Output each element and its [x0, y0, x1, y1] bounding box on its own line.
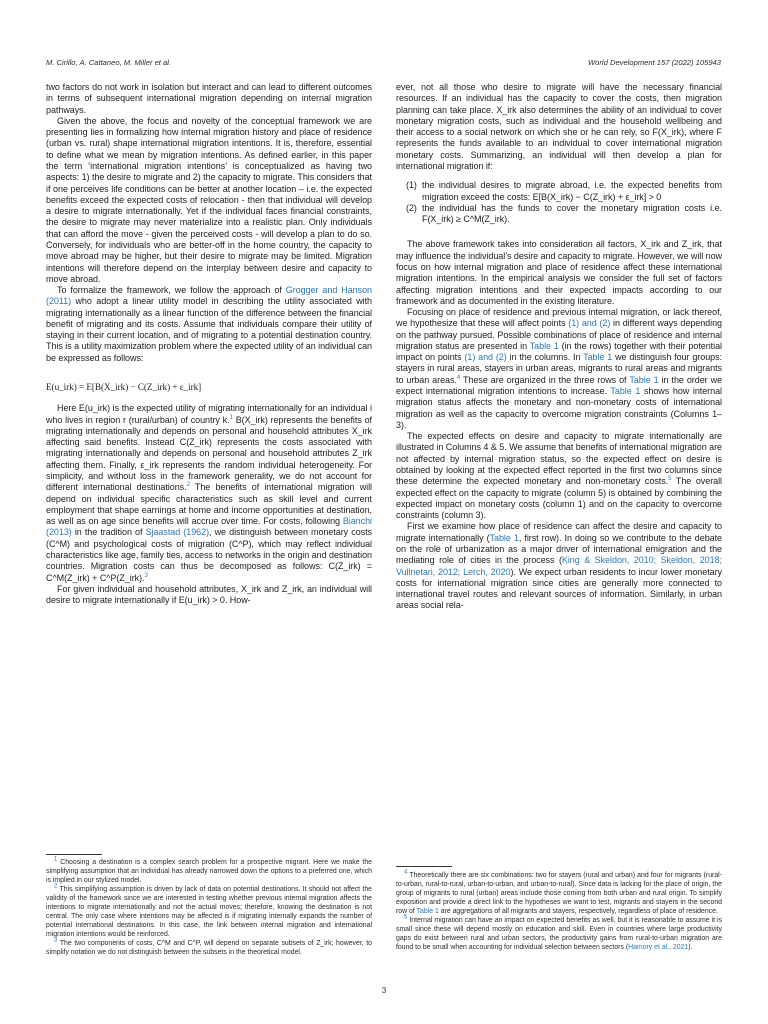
footnote-5	[396, 916, 722, 952]
footnote-4	[396, 871, 722, 916]
right-paragraph-1: ever, not all those who desire to migrate will have the necessary financial resources. If an individual has the capacity to cover the costs, then migration planning can take place. X_irk also determines the ability of an individual to cover monetary migration costs, such as individual and the household wellbeing and their access to a social network on which she or he can rely, so F(X_irk), where F represents the funds available to an individual to cover international migration monetary costs. Summarizing, an individual will then develop a plan for international migration if:	[396, 82, 722, 171]
citation-link-hamory[interactable]: Hamory et al., 2021	[628, 944, 689, 952]
footnote-2	[46, 885, 372, 939]
text: To formalize the framework, we follow the approach of	[57, 285, 286, 296]
link-table-1[interactable]: Table 1	[583, 352, 613, 363]
conditions-list	[396, 180, 722, 225]
footnote-divider	[396, 866, 452, 867]
left-paragraph-3	[46, 285, 372, 364]
right-paragraph-2: The above framework takes into consideration all factors, X_irk and Z_irk, that may influence the individual’s desire and capacity to migrate. However, we will now focus on how internal migration and place of residence affect these international migration intentions. In the empirical analysis we consider the full set of factors affecting migration intentions and their expected impacts according to our framework and as documented in the existing literature.	[396, 239, 722, 306]
left-paragraph-1: two factors do not work in isolation but interact and can lead to different outcomes in terms of subsequent international migration depending on internal migration pathways.	[46, 82, 372, 115]
text: The overall expected effect on the capacity to migrate (column 5) is obtained by combining the expected impact on monetary costs (column 1) and on the capacity to overcome constraints (column 3).	[396, 476, 722, 521]
link-table-1[interactable]: Table 1	[416, 908, 439, 916]
text: in the order we expect international migration intentions to increase.	[396, 374, 723, 397]
text: Focusing on place of residence and previous internal migration, or lack thereof, we hypothesize that these will affect points	[396, 307, 722, 329]
footnote-mark: 1	[54, 856, 58, 863]
citation-link-sjaastad[interactable]: Sjaastad (1962)	[145, 527, 210, 538]
text: who adopt a linear utility model in describing the utility associated with migrating internationally as a linear function of the difference between the financial benefit of migrating and its costs. Assume that individuals compare their utility of staying in their current location, and of migrating to a potential destination country. This is a utility maximization problem where the expected utility of an individual can be expressed as follows:	[46, 296, 372, 363]
footnote-text: Theoretically there are six combinations: two for stayers (rural and urban) and four for migrants (rural-to-urban, rural-to-rural, urban-to-urban, and urban-to-rural). Since data is lacking for the place of origin, the group of migrants to rural (urban) areas include those coming from both urban and rural origin. To simplify exposition and provide a direct link to the hypotheses we want to test, migrants and stayers in the second row of	[396, 872, 722, 916]
utility-equation: E(u_irk) = E[B(X_irk) − C(Z_irk) + ε_irk]	[46, 382, 202, 393]
running-head-journal: World Development 157 (2022) 105943	[588, 58, 721, 67]
text: Here E(u_irk) is the expected utility of migrating internationally for an individual i who lives in region r (rural/urban) of country k.	[46, 403, 372, 425]
link-points-1-2[interactable]: (1) and (2)	[568, 318, 611, 329]
right-paragraph-4	[396, 431, 722, 521]
footnote-ref-5[interactable]: 5	[668, 476, 672, 483]
footnote-text: are aggregations of all migrants and stayers, respectively, regardless of place of residence.	[438, 908, 718, 916]
left-column	[46, 82, 372, 606]
text: in the columns. In	[506, 352, 584, 363]
left-paragraph-5: For given individual and household attributes, X_irk and Z_irk, an individual will desire to migrate internationally if E(u_irk) > 0. How-	[46, 583, 372, 606]
condition-item-1	[396, 180, 722, 203]
list-number: (1)	[406, 180, 417, 191]
text: The benefits of international migration will depend on individual specific characteristics such as skill level and current employment that shape earnings at home and income opportunities at destination, as well as on age since benefits will accrue over time. For costs, following	[46, 482, 372, 527]
list-number: (2)	[406, 202, 417, 213]
text: shows how internal migration status affects the monetary and non-monetary costs of international migration as well as the capacity to overcome migration constraints (Columns 1–3).	[396, 386, 722, 430]
link-table-1[interactable]: Table 1	[629, 374, 659, 385]
footnote-ref-1[interactable]: 1	[229, 414, 233, 421]
footnote-mark: 2	[54, 883, 58, 890]
footnote-text: Internal migration can have an impact on expected benefits as well, but it is reasonable to assume it is small since these will depend mostly on education and skill. Even in countries where large productivity gaps do exist between rural and urban sectors, the productivity gains from rural-to-urban migration are found to be small when accounting for individual selection between sectors (	[396, 917, 723, 952]
text: , first row). In doing so we contribute to the debate on the role of urbanization as a major driver of international emigration and the mediating role of cities in the process (	[396, 532, 723, 566]
text: , we distinguish between monetary costs (C^M) and psychological costs of migration (C^P), which may reflect individual characteristics like age, family ties, access to networks in the origin and destination countries. Migration costs can thus be decomposed as follows: C(Z_irk) = C^M(Z_irk) + C^P(Z_irk).	[46, 527, 373, 583]
text: in the tradition of	[71, 527, 146, 538]
footnote-1	[46, 858, 372, 885]
text: in different ways depending on the pathway pursued. Possible combinations of place of residence and internal migration status are presented in	[396, 318, 723, 351]
text: we distinguish four groups: stayers in rural areas, stayers in urban areas, migrants to rural areas and migrants to urban areas.	[396, 352, 723, 385]
left-paragraph-2: Given the above, the focus and novelty of the conceptual framework we are presenting lies in formalizing how internal migration history and place of residence (urban vs. rural) shape international migration intentions. It is, therefore, essential to define what we mean by migration intentions. As defined earlier, in this paper the term ‘international migration intentions’ is conceptualized as having two aspects: 1) the desire to migrate and 2) the capacity to migrate. This considers that if one perceives life conditions can be better at another location – i.e. the expected benefits exceed the expected costs of relocation - then that individual will develop a desire to migrate internationally. Yet if the individual faces financial constraints, the desire to migrate may never materialize into a realistic plan. Only individuals that can afford the move - given the perceived costs - will develop a plan to do so. Conversely, for individuals who are better-off in the home country, the capacity to move abroad may be higher, but their desire to migrate may be limited. Migration intentions will therefore depend on the interplay between desire and capacity to move abroad.	[46, 115, 372, 284]
citation-link-urbanization[interactable]: King & Skeldon, 2010; Skeldon, 2018; Vullnetari, 2012; Lerch, 2020	[396, 555, 722, 577]
text: ). We expect urban residents to incur lower monetary costs for international migration since cities are generally more connected to international travel routes and relevant sources of information. Similarly, in urban areas social rela-	[396, 566, 722, 611]
footnote-text: Choosing a destination is a complex search problem for a prospective migrant. Here we make the simplifying assumption that an individual has already narrowed down the options to a preferred one, which is implied in our stylized model.	[46, 859, 372, 885]
citation-link-bianchi[interactable]: Bianchi (2013)	[46, 516, 372, 538]
right-column	[396, 82, 722, 612]
footnote-ref-4[interactable]: 4	[456, 374, 461, 381]
footnotes-right	[396, 871, 722, 952]
list-text: the individual has the funds to cover the monetary migration costs i.e. F(X_irk) ≥ C^M(Z_irk).	[422, 202, 722, 225]
footnote-mark: 4	[404, 869, 408, 876]
text: The expected effects on desire and capacity to migrate internationally are illustrated in Columns 4 & 5. We assume that benefits of international migration are not affected by internal migration status, so the expected effect on desire is obtained by looking at the expected effect reported in the first two columns since these determine the expected monetary and non-monetary costs.	[396, 431, 722, 487]
right-paragraph-3	[396, 307, 722, 431]
right-paragraph-5	[396, 521, 722, 611]
text: (in the rows) together with their potential impact on points	[396, 340, 722, 363]
footnotes-left	[46, 858, 372, 958]
footnote-mark: 5	[404, 914, 408, 921]
running-head-authors: M. Cirillo, A. Cattaneo, M. Miller et al.	[46, 58, 172, 67]
text: These are organized in the three rows of	[460, 374, 630, 385]
link-points-1-2[interactable]: (1) and (2)	[464, 352, 507, 363]
footnote-text: ).	[688, 944, 693, 952]
footnote-mark: 3	[54, 938, 58, 945]
footnote-3	[46, 939, 372, 957]
list-text: the individual desires to migrate abroad, i.e. the expected benefits from migration exceed the costs: E[B(X_irk) − C(Z_irk) + ε_irk] > 0	[422, 180, 722, 202]
link-table-1[interactable]: Table 1	[489, 532, 519, 543]
page-number: 3	[381, 986, 387, 995]
footnote-text: The two components of costs, C^M and C^P, will depend on separate subsets of Z_irk; however, to simplify notation we do not distinguish between the subsets in the theoretical model.	[46, 940, 372, 957]
condition-item-2	[396, 203, 722, 226]
footnote-ref-2[interactable]: 2	[186, 482, 190, 489]
footnote-text: This simplifying assumption is driven by lack of data on potential destinations. It should not affect the validity of the framework since we are interested in testing whether previous internal migration affects the intentions to migrate internationally and not the actual moves; therefore, knowing the destination is not central. The only case where intentions may be affected is if migrating internally expands the number of potential international destinations. In this case, the link between internal migration and international migration intentions would be reinforced.	[46, 886, 372, 939]
text: First we examine how place of residence can affect the desire and capacity to migrate internationally (	[396, 521, 722, 543]
footnote-ref-3[interactable]: 3	[144, 572, 148, 579]
citation-link-grogger-hanson[interactable]: Grogger and Hanson (2011)	[46, 285, 372, 307]
link-table-1[interactable]: Table 1	[529, 340, 559, 351]
left-paragraph-4	[46, 403, 372, 584]
link-table-1[interactable]: Table 1	[610, 386, 641, 397]
text: B(X_irk) represents the benefits of migrating internationally and depends on personal and household attributes X_irk affecting said benefits. Instead C(Z_irk) represents the costs associated with migrating internationally and depends on personal and household attributes Z_irk affecting them. Finally, ε_irk represents the random individual heterogeneity. For simplicity, and without loss in the framework generality, we do not account for different international destinations.	[46, 414, 373, 493]
footnote-divider	[46, 854, 102, 855]
